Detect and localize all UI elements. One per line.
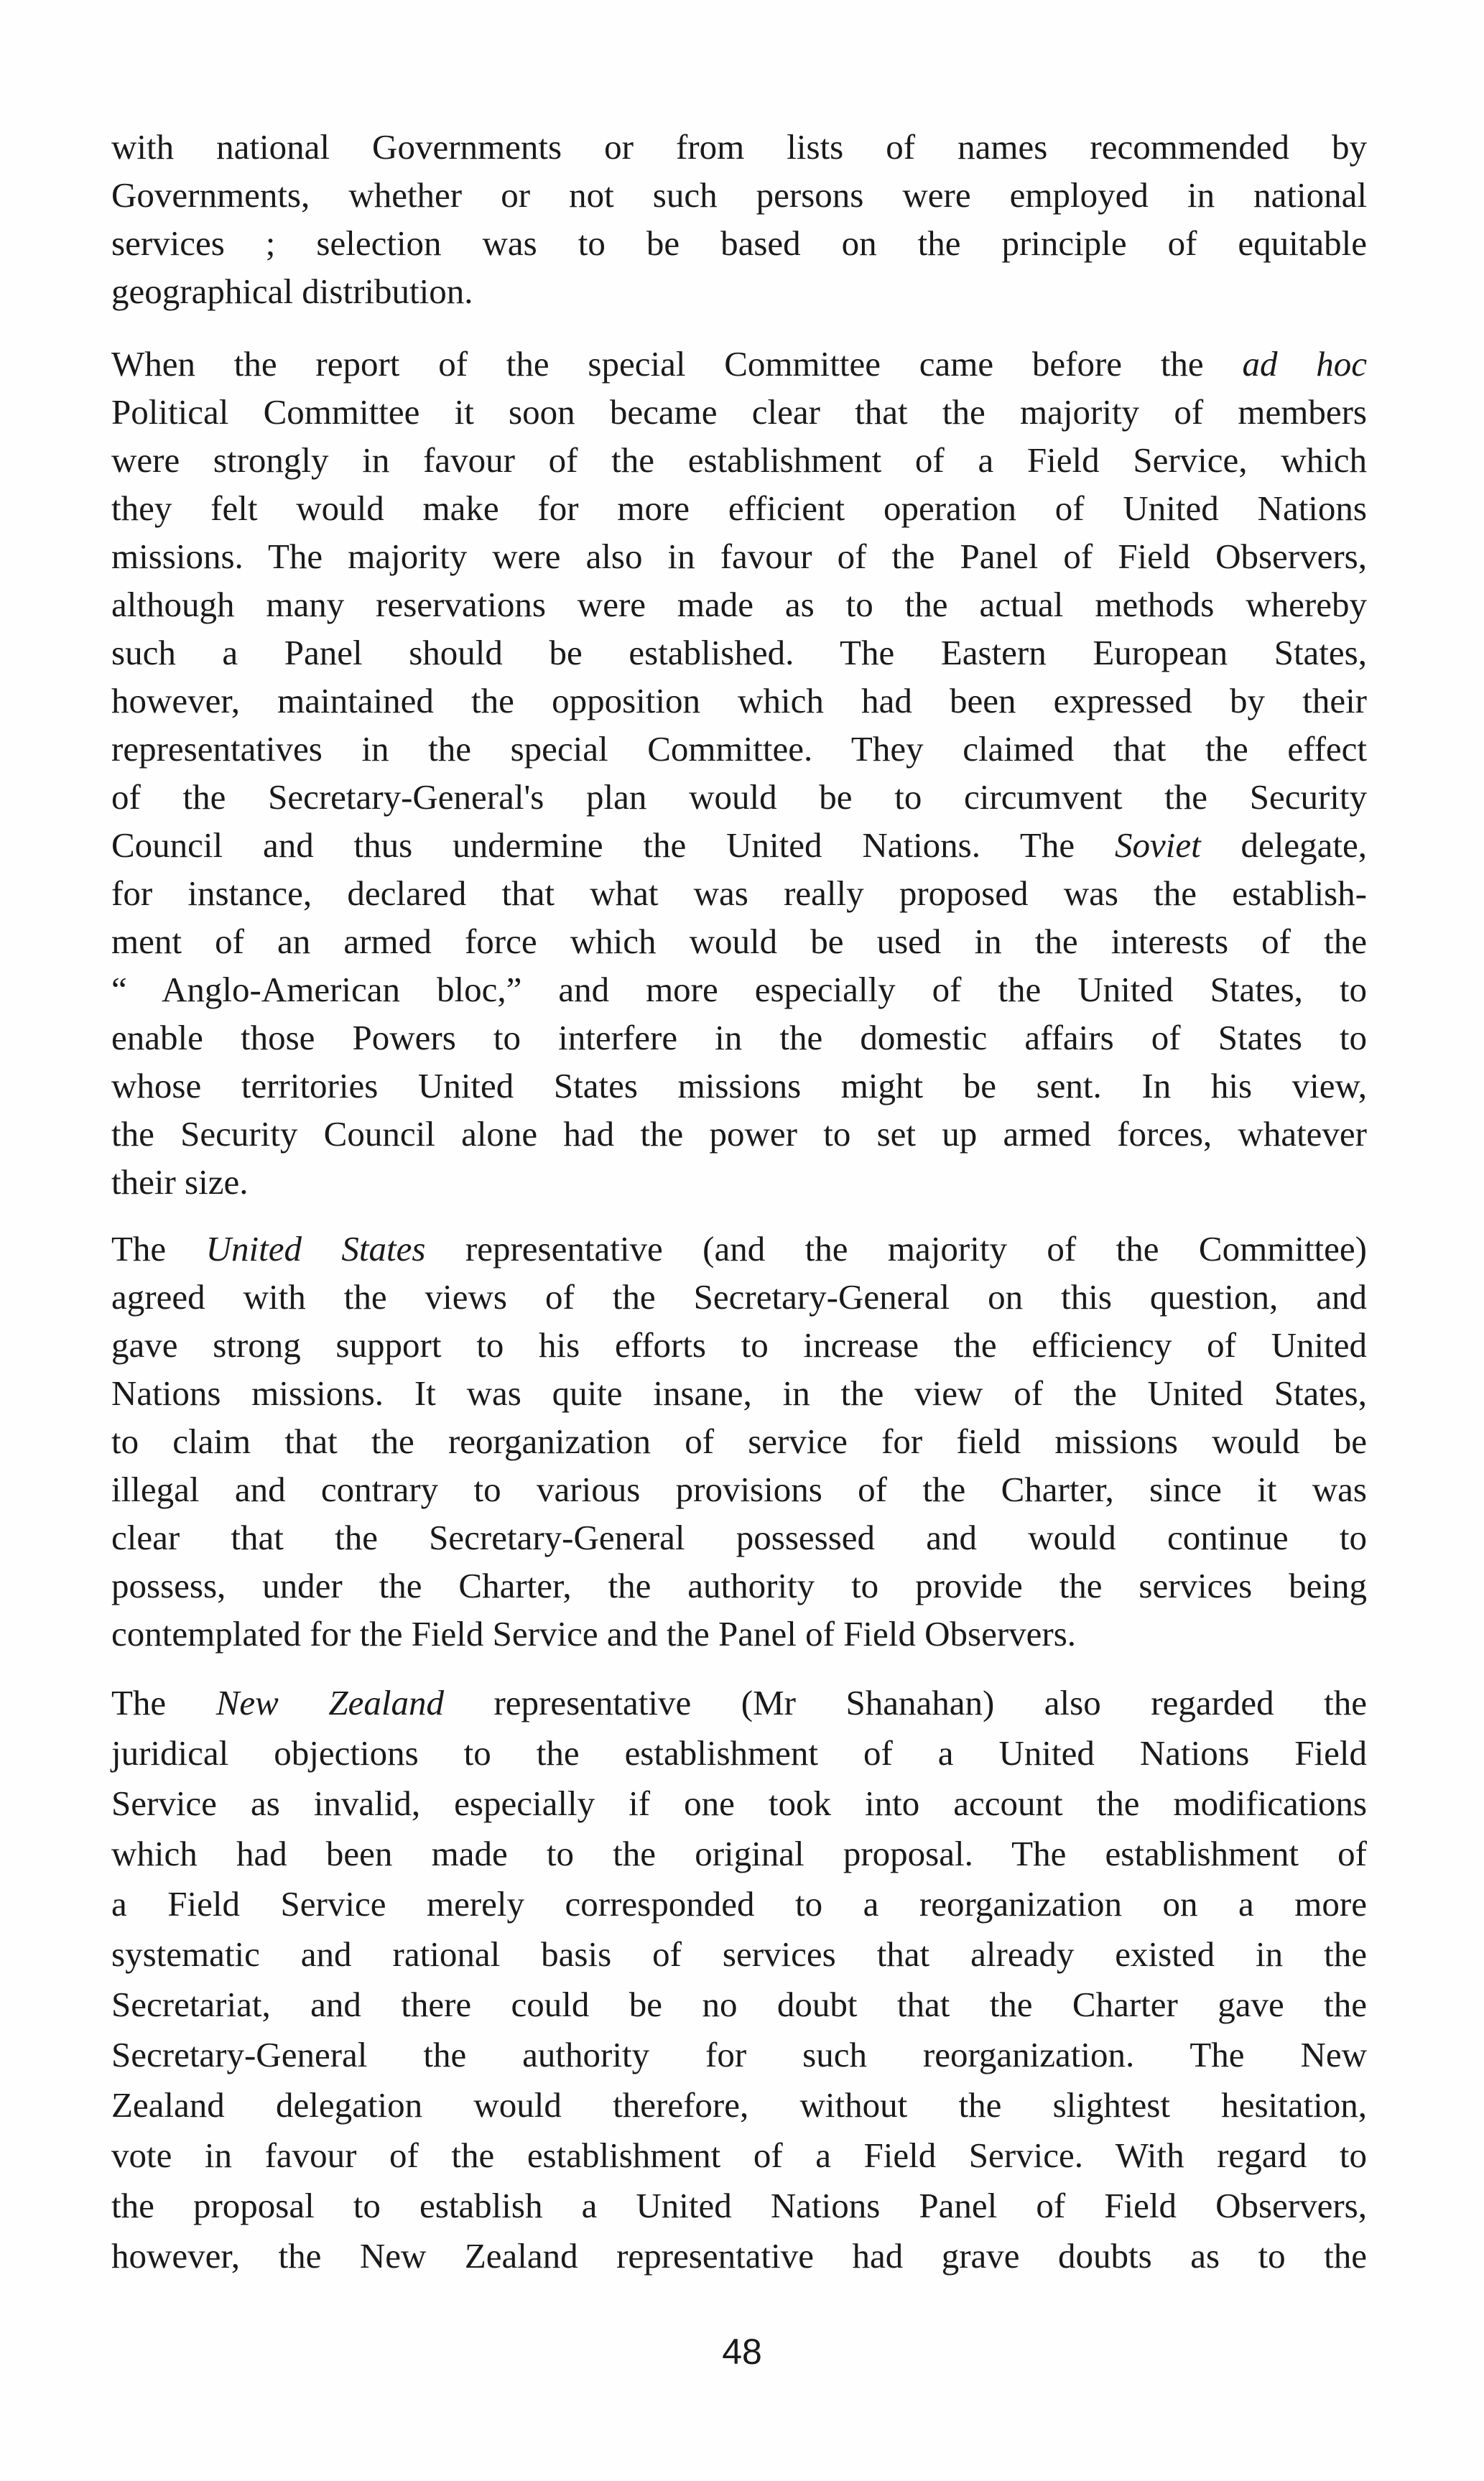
text-segment: Council and thus undermine the United Nations. The [111,825,1115,865]
text-segment: however, maintained the opposition which had been expressed by their [111,681,1367,720]
text-line [111,123,1367,171]
paragraph-new-zealand-position [111,1678,1367,2281]
text-line [111,1110,1367,1158]
text-line [111,171,1367,219]
text-segment: the Security Council alone had the power to set up armed forces, whatever [111,1114,1367,1154]
text-segment: Service as invalid, especially if one took into account the modifications [111,1784,1367,1823]
text-line [111,965,1367,1014]
text-segment: The [111,1229,206,1269]
text-segment: delegate, [1200,825,1367,865]
text-line [111,1225,1367,1273]
text-segment: with national Governments or from lists of names recommended by [111,127,1367,167]
text-segment: missions. The majority were also in favour of the Panel of Field Observers, [111,537,1367,576]
text-line [111,580,1367,629]
text-line [111,2231,1367,2281]
text-segment: enable those Powers to interfere in the domestic affairs of States to [111,1018,1367,1057]
italic-text: Soviet [1114,825,1201,865]
paragraph-united-states-position [111,1225,1367,1658]
text-line [111,1062,1367,1110]
text-line [111,725,1367,773]
text-line [111,1980,1367,2030]
text-segment: they felt would make for more efficient operation of United Nations [111,488,1367,528]
text-segment: The [111,1683,216,1722]
italic-text: ad hoc [1242,344,1367,384]
text-segment: Secretariat, and there could be no doubt that the Charter gave the [111,1985,1367,2024]
text-segment: Nations missions. It was quite insane, in the view of the United States, [111,1373,1367,1413]
text-line [111,1158,1367,1206]
text-line [111,1929,1367,1980]
text-segment: illegal and contrary to various provisions of the Charter, since it was [111,1470,1367,1509]
text-segment: a Field Service merely corresponded to a reorganization on a more [111,1884,1367,1924]
text-line [111,677,1367,725]
text-segment: clear that the Secretary-General possessed and would continue to [111,1518,1367,1557]
text-line [111,2080,1367,2130]
text-line [111,1879,1367,1929]
text-line [111,436,1367,484]
text-segment: the proposal to establish a United Nations Panel of Field Observers, [111,2186,1367,2225]
text-line [111,1369,1367,1417]
text-segment: for instance, declared that what was really proposed was the establish- [111,873,1367,913]
text-segment: When the report of the special Committee came before the [111,344,1243,384]
text-line [111,267,1367,315]
text-line [111,2130,1367,2181]
text-line [111,629,1367,677]
text-line [111,1779,1367,1829]
text-line [111,1273,1367,1321]
text-line [111,1417,1367,1465]
text-segment: gave strong support to his efforts to increase the efficiency of United [111,1325,1367,1365]
text-segment: vote in favour of the establishment of a Field Service. With regard to [111,2135,1367,2175]
text-line [111,1465,1367,1513]
text-line [111,1014,1367,1062]
text-segment: Secretary-General the authority for such reorganization. The New [111,2035,1367,2074]
text-segment: representative (Mr Shanahan) also regarded the [443,1683,1368,1722]
text-segment: whose territories United States missions might be sent. In his view, [111,1066,1367,1105]
text-segment: although many reservations were made as to the actual methods whereby [111,585,1367,624]
text-line [111,1562,1367,1610]
text-line [111,388,1367,436]
text-line [111,2181,1367,2231]
text-line [111,532,1367,580]
text-segment: representative (and the majority of the Committee) [425,1229,1367,1269]
text-line [111,869,1367,917]
text-line [111,1513,1367,1562]
text-line [111,1728,1367,1779]
text-segment: geographical distribution. [111,272,473,311]
text-segment: contemplated for the Field Service and the Panel of Field Observers. [111,1614,1077,1654]
text-line [111,340,1367,388]
text-segment: agreed with the views of the Secretary-General on this question, and [111,1277,1367,1317]
text-segment: systematic and rational basis of services that already existed in the [111,1934,1367,1974]
text-segment: such a Panel should be established. The Eastern European States, [111,633,1367,672]
text-segment: representatives in the special Committee. They claimed that the effect [111,729,1367,769]
text-line [111,1321,1367,1369]
text-segment: Governments, whether or not such persons were employed in national [111,175,1367,215]
text-line [111,1678,1367,1728]
text-segment: of the Secretary-General's plan would be to circumvent the Security [111,777,1367,817]
text-line [111,821,1367,869]
paragraph-ad-hoc-committee [111,340,1367,1206]
text-segment: their size. [111,1162,249,1202]
text-line [111,2030,1367,2080]
page-number: 48 [722,2332,762,2372]
text-line [111,219,1367,267]
text-line [111,917,1367,965]
text-line [111,484,1367,532]
paragraph-field-service-selection [111,123,1367,315]
text-segment: Zealand delegation would therefore, without the slightest hesitation, [111,2085,1367,2125]
text-line [111,1610,1367,1658]
text-segment: which had been made to the original proposal. The establishment of [111,1834,1367,1873]
italic-text: New Zealand [215,1683,444,1722]
text-segment: to claim that the reorganization of service for field missions would be [111,1422,1367,1461]
text-segment: however, the New Zealand representative had grave doubts as to the [111,2236,1367,2276]
text-segment: possess, under the Charter, the authority to provide the services being [111,1566,1367,1605]
text-segment: “ Anglo-American bloc,” and more especially of the United States, to [111,970,1367,1009]
text-segment: were strongly in favour of the establishment of a Field Service, which [111,440,1367,480]
text-line [111,773,1367,821]
text-segment: ment of an armed force which would be used in the interests of the [111,922,1367,961]
text-segment: Political Committee it soon became clear that the majority of members [111,392,1367,432]
text-segment: services ; selection was to be based on the principle of equitable [111,223,1367,263]
text-line [111,1829,1367,1879]
italic-text: United States [205,1229,426,1269]
text-segment: juridical objections to the establishment of a United Nations Field [111,1733,1367,1773]
